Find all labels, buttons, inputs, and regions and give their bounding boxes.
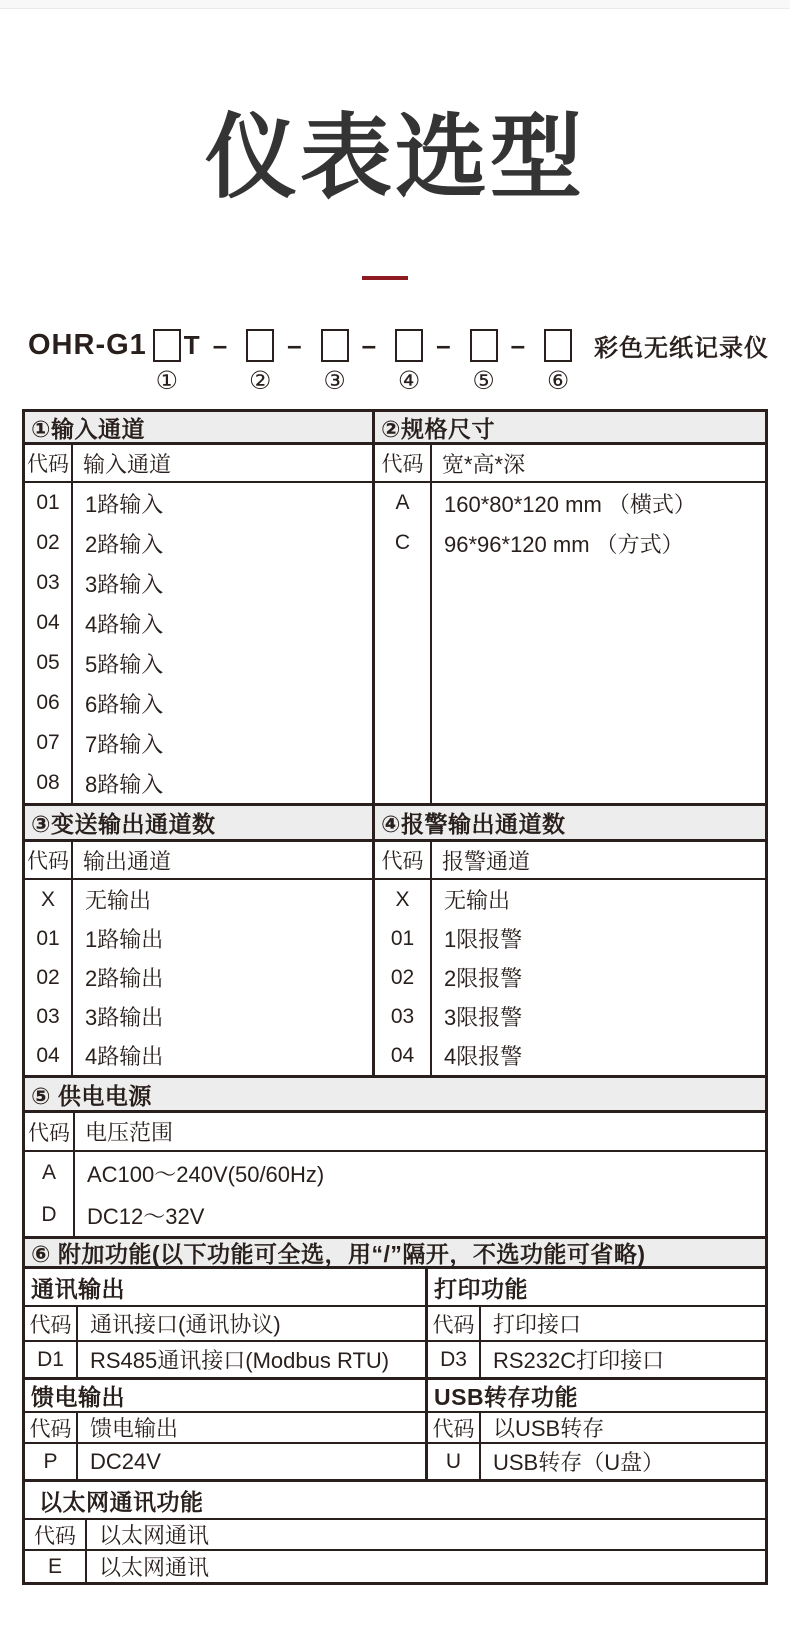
desc-cell: 160*80*120 mm （横式） [444,491,696,517]
slot-number-5: ⑤ [472,367,495,395]
code-cell: X [40,887,55,911]
code-box-icon [544,329,572,362]
model-code-line [28,328,770,395]
usb-subheader [428,1413,765,1442]
code-cell: 08 [36,771,60,794]
extra-subheaders-2 [25,1413,765,1444]
table-body [375,483,765,803]
desc-cell: 无输出 [444,888,511,913]
code-cell: 03 [390,1004,415,1028]
section-input-channels [25,412,375,803]
code-cell: 01 [36,491,60,514]
slot-number-2: ② [248,367,272,395]
desc-column-header: 输入通道 [83,451,172,477]
code-cell: 02 [36,531,60,554]
desc-column [73,880,372,1075]
desc-column-header: 打印接口 [493,1312,582,1337]
desc-cell: 7路输入 [85,731,164,757]
code-column-header: 代码 [375,842,432,878]
code-column [25,483,73,803]
code-column [25,880,73,1075]
code-cell: D [41,1203,57,1226]
code-cell: 01 [390,926,415,950]
separator-dash: – [212,330,228,360]
code-box-icon [246,329,274,362]
feed-row [25,1444,428,1479]
print-subheader [428,1307,765,1340]
extra-rows-1 [25,1342,765,1380]
cell-pair [25,1444,425,1479]
model-slot-2 [246,329,274,395]
cell-pair [428,1444,765,1479]
code-cell: D3 [428,1342,481,1377]
extra-subheaders-1 [25,1307,765,1342]
comm-row [25,1342,428,1377]
separator-dash: – [510,330,526,360]
code-cell: 02 [36,965,60,989]
code-box-icon [321,329,349,362]
desc-cell: 1限报警 [444,927,523,952]
desc-column-header: 宽*高*深 [442,451,526,477]
code-cell: 04 [390,1043,415,1067]
table-body [25,483,372,803]
ethernet-title-row [25,1482,765,1520]
section-header: ③变送输出通道数 [25,806,372,842]
desc-cell: 2路输入 [85,531,164,557]
slot-number-3: ③ [323,367,346,395]
code-box-icon [153,329,181,362]
model-prefix: OHR-G1 [28,329,147,361]
desc-cell: 4路输出 [85,1044,164,1069]
code-cell: 02 [390,965,415,989]
model-slot-5 [470,329,498,395]
desc-column-header: 电压范围 [85,1120,174,1145]
desc-cell: DC24V [90,1448,161,1474]
table-body [25,1152,765,1236]
code-cell: P [25,1444,78,1479]
section-header: ⑤ 供电电源 [25,1078,765,1113]
desc-cell: USB转存（U盘） [493,1450,665,1475]
subheader-row [375,445,765,483]
model-slot-6 [544,329,572,395]
code-column-header: 代码 [25,1113,75,1150]
code-column-header: 代码 [428,1307,481,1340]
model-slot-1 [153,329,181,395]
code-column [25,1152,75,1236]
code-column-header: 代码 [25,842,73,878]
desc-column-header: 报警通道 [442,848,531,874]
desc-cell: 1路输入 [85,491,164,517]
section-alarm-output [375,806,765,1075]
section-row-1-2 [25,412,765,803]
code-cell: D1 [25,1342,78,1377]
section-header: ④报警输出通道数 [375,806,765,842]
code-cell: 03 [36,1004,60,1028]
page-title: 仪表选型 [204,107,585,209]
code-cell: 05 [36,651,60,674]
section-header: ①输入通道 [25,412,372,445]
subheader-row [375,842,765,880]
code-cell: 06 [36,691,60,714]
desc-column-header: 输出通道 [83,848,172,874]
ethernet-subheader-row [25,1520,765,1551]
desc-cell: 2限报警 [444,966,523,991]
desc-cell: 5路输入 [85,651,164,677]
desc-cell: 无输出 [85,888,152,913]
desc-cell: 以太网通讯 [99,1555,210,1580]
desc-cell: 1路输出 [85,927,164,952]
cell-pair [428,1307,765,1340]
title-accent-dash [362,276,408,280]
code-cell: 01 [36,926,60,950]
code-box-icon [395,329,423,362]
code-cell: A [41,1161,56,1184]
section-transmit-output [25,806,375,1075]
subheader-row [25,1113,765,1152]
code-column-header: 代码 [25,1520,87,1549]
code-cell: X [395,887,410,911]
code-cell: A [395,491,410,514]
section-header: ②规格尺寸 [375,412,765,445]
code-column-header: 代码 [25,445,73,481]
cell-pair [428,1413,765,1442]
cell-pair [25,1342,425,1377]
power-block [25,1078,765,1236]
desc-column-header: 通讯接口(通讯协议) [90,1312,281,1337]
desc-column [75,1152,765,1236]
desc-column [73,483,372,803]
code-cell: 07 [36,731,60,754]
desc-cell: 2路输出 [85,966,164,991]
feed-subheader [25,1413,428,1442]
code-column [375,483,432,803]
ethernet-title: 以太网通讯功能 [39,1488,204,1515]
desc-cell: 6路输入 [85,691,164,717]
separator-dash: – [436,330,451,360]
slot-number-6: ⑥ [546,367,570,395]
table-body [25,880,372,1075]
code-box-icon [470,329,498,362]
desc-cell: 3路输出 [85,1005,164,1030]
slot-number-1: ① [155,367,179,395]
code-cell: C [394,531,411,554]
desc-column-header: 馈电输出 [90,1416,179,1441]
print-row [428,1342,765,1377]
cell-pair [25,1413,425,1442]
separator-dash: – [287,330,302,360]
code-cell: 04 [36,611,60,634]
product-name: 彩色无纸记录仪 [594,335,770,362]
section-power-supply [25,1075,765,1236]
extra-block [25,1239,765,1582]
code-cell: U [428,1444,481,1479]
desc-cell: 96*96*120 mm （方式） [444,531,684,557]
model-fixed-t: T [183,330,200,360]
subheader-row [25,445,372,483]
desc-cell: RS485通讯接口(Modbus RTU) [90,1348,390,1373]
extra-rows-2 [25,1444,765,1482]
print-function-title: 打印功能 [434,1275,528,1302]
desc-cell: AC100～240V(50/60Hz) [87,1161,325,1187]
section-header: ⑥ 附加功能(以下功能可全选，用“/”隔开，不选功能可省略) [25,1239,765,1269]
desc-column [432,880,765,1075]
separator-dash: – [361,330,377,360]
cell-pair [25,1307,425,1340]
desc-cell: 4限报警 [444,1044,523,1069]
comm-subheader [25,1307,428,1340]
ethernet-row [25,1551,765,1582]
section-extra-functions [25,1236,765,1582]
cell-pair [428,1342,765,1377]
comm-output-title: 通讯输出 [25,1269,428,1305]
usb-row [428,1444,765,1479]
desc-cell: RS232C打印接口 [493,1348,665,1373]
desc-cell: 3路输入 [85,571,164,597]
subheader-row [25,842,372,880]
code-cell: 04 [36,1043,60,1067]
code-column-header: 代码 [25,1307,78,1340]
code-column-header: 代码 [25,1413,78,1442]
desc-column-header: 以USB转存 [493,1416,605,1441]
usb-function-title: USB转存功能 [434,1384,579,1410]
desc-cell: 3限报警 [444,1005,523,1030]
cell-pair [25,1520,765,1549]
table-body [375,880,765,1075]
extra-subsection-titles-2 [25,1380,765,1413]
code-cell: E [25,1551,87,1582]
desc-cell: DC12～32V [87,1203,205,1229]
model-slot-3 [321,329,349,395]
desc-cell: 4路输入 [85,611,164,637]
selection-table [22,409,768,1585]
code-column-header: 代码 [375,445,432,481]
section-dimensions [375,412,765,803]
desc-column [432,483,765,803]
feed-output-title: 馈电输出 [25,1380,428,1411]
model-slot-4 [395,329,423,395]
section-row-3-4 [25,803,765,1075]
page-top-strip [0,0,790,9]
slot-number-4: ④ [397,367,421,395]
code-column [375,880,432,1075]
cell-pair [25,1551,765,1582]
desc-cell: 8路输入 [85,771,164,797]
code-column-header: 代码 [428,1413,481,1442]
desc-column-header: 以太网通讯 [99,1523,210,1548]
code-cell: 03 [36,571,60,594]
extra-subsection-titles-1 [25,1269,765,1307]
